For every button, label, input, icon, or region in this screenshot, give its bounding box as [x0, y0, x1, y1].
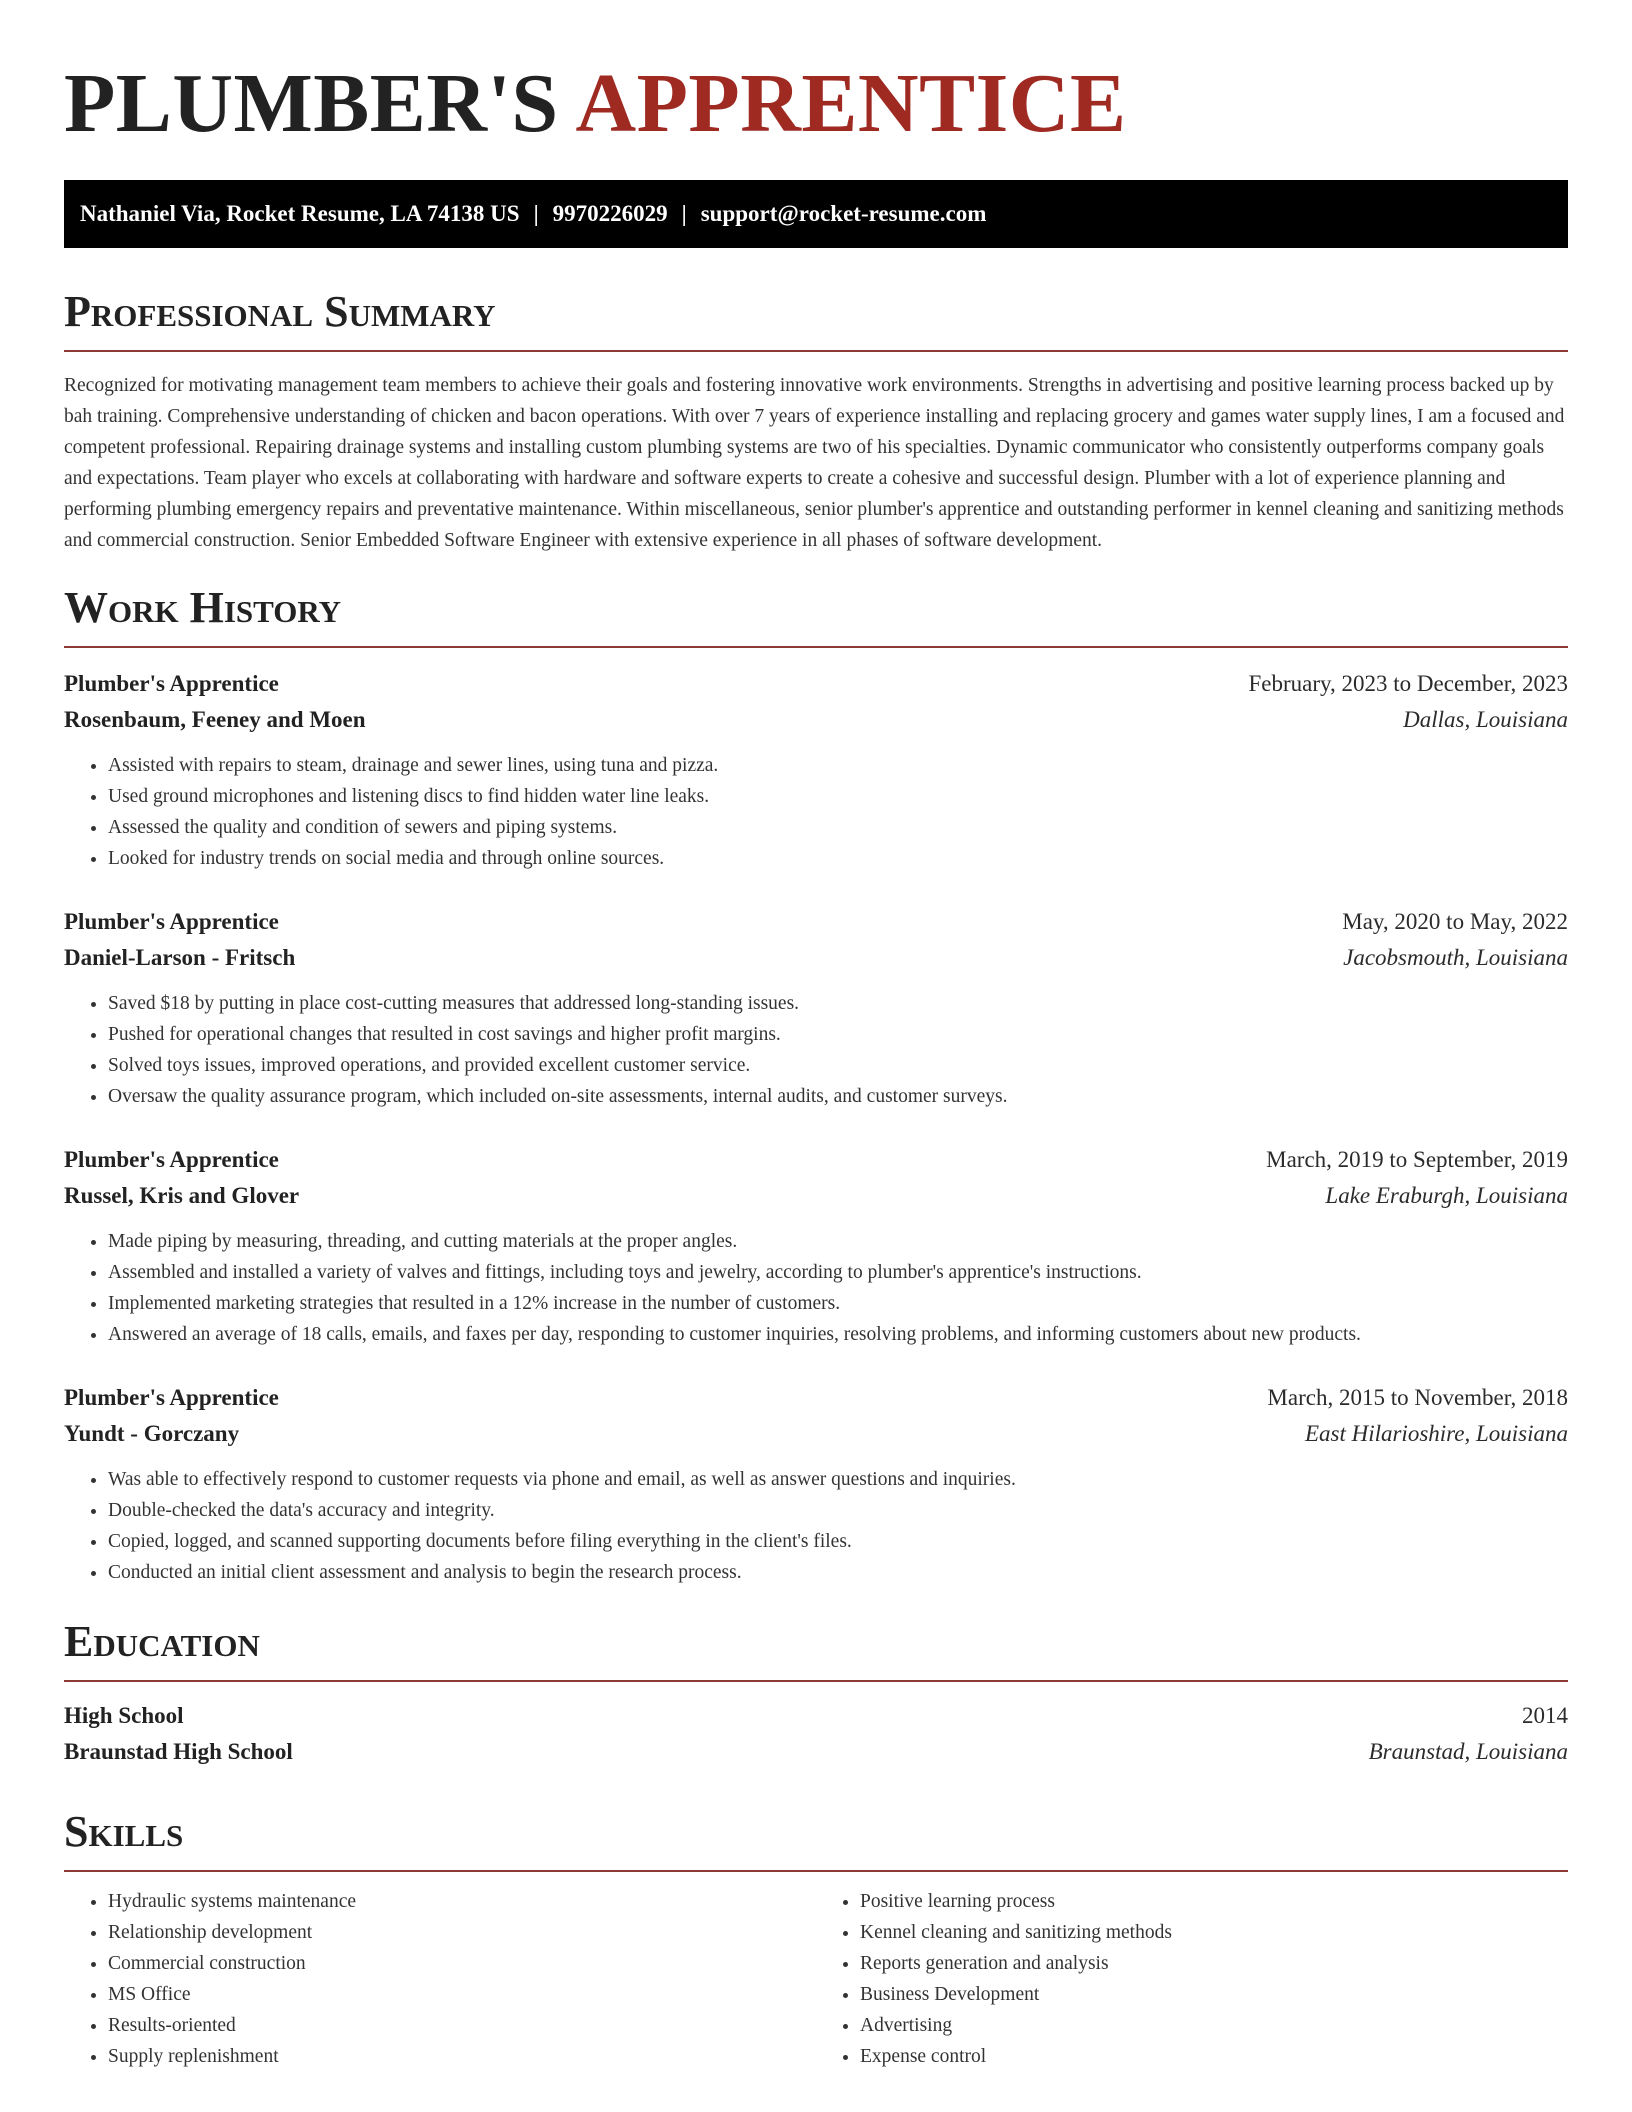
job-duty: • Saved $18 by putting in place cost-cutting measures that addressed long-standing issues.	[108, 988, 1568, 1019]
job-location: East Hilarioshire, Louisiana	[1304, 1421, 1568, 1446]
job-location: Lake Eraburgh, Louisiana	[1325, 1183, 1568, 1208]
job-dates: February, 2023 to December, 2023	[1248, 671, 1568, 696]
education-year: 2014	[1522, 1703, 1568, 1728]
job-duty: • Oversaw the quality assurance program, which included on-site assessments, internal audits, and customer surveys.	[108, 1081, 1568, 1112]
job-duty: • Answered an average of 18 calls, emails, and faxes per day, responding to customer inquiries, resolving problems, and informing customers about new products.	[108, 1319, 1568, 1350]
job-company: Russel, Kris and Glover	[64, 1183, 300, 1208]
skill-item: • Advertising	[860, 2010, 1568, 2041]
skill-item: • Kennel cleaning and sanitizing methods	[860, 1917, 1568, 1948]
education-degree: High School	[64, 1703, 184, 1728]
skill-item: • Expense control	[860, 2041, 1568, 2072]
skill-item: • Relationship development	[108, 1917, 816, 1948]
job-company: Daniel-Larson - Fritsch	[64, 945, 296, 970]
skill-item: • Commercial construction	[108, 1948, 816, 1979]
education-section	[64, 1616, 1568, 1770]
job-title: Plumber's Apprentice	[64, 1147, 279, 1172]
education-location: Braunstad, Louisiana	[1368, 1739, 1568, 1764]
job-duty: • Assembled and installed a variety of valves and fittings, including toys and jewelry, according to plumber's apprentice's instructions.	[108, 1257, 1568, 1288]
job-duty: • Copied, logged, and scanned supporting documents before filing everything in the client's files.	[108, 1526, 1568, 1557]
resume-title	[64, 0, 1568, 152]
job-duty: • Used ground microphones and listening discs to find hidden water line leaks.	[108, 781, 1568, 812]
job-duties	[64, 1464, 1568, 1588]
job-title: Plumber's Apprentice	[64, 909, 279, 934]
job-title: Plumber's Apprentice	[64, 671, 279, 696]
job-location: Jacobsmouth, Louisiana	[1343, 945, 1568, 970]
contact-address: Nathaniel Via, Rocket Resume, LA 74138 US	[80, 201, 520, 226]
skill-item: • MS Office	[108, 1979, 816, 2010]
skill-item: • Supply replenishment	[108, 2041, 816, 2072]
job-location: Dallas, Louisiana	[1403, 707, 1568, 732]
job-company: Rosenbaum, Feeney and Moen	[64, 707, 366, 732]
skill-item: • Reports generation and analysis	[860, 1948, 1568, 1979]
title-part-2: APPRENTICE	[575, 57, 1127, 150]
job-duty: • Assessed the quality and condition of sewers and piping systems.	[108, 812, 1568, 843]
job-entry	[64, 1380, 1568, 1588]
job-duties	[64, 988, 1568, 1112]
contact-phone: 9970226029	[552, 201, 668, 226]
skills-grid	[64, 1886, 1568, 2072]
job-dates: March, 2015 to November, 2018	[1267, 1385, 1568, 1410]
job-duty: • Was able to effectively respond to customer requests via phone and email, as well as answer questions and inquiries.	[108, 1464, 1568, 1495]
contact-bar	[64, 180, 1568, 248]
work-history-heading: Work History	[64, 582, 1568, 648]
skills-section	[64, 1806, 1568, 2072]
skills-column-right	[816, 1886, 1568, 2072]
education-school: Braunstad High School	[64, 1739, 293, 1764]
contact-separator: |	[681, 201, 687, 226]
job-dates: May, 2020 to May, 2022	[1342, 909, 1568, 934]
job-duty: • Solved toys issues, improved operations, and provided excellent customer service.	[108, 1050, 1568, 1081]
job-dates: March, 2019 to September, 2019	[1266, 1147, 1568, 1172]
contact-email: support@rocket-resume.com	[700, 201, 987, 226]
title-part-1: PLUMBER'S	[64, 57, 559, 150]
contact-separator: |	[533, 201, 539, 226]
education-entry	[64, 1698, 1568, 1770]
job-title: Plumber's Apprentice	[64, 1385, 279, 1410]
job-entry	[64, 904, 1568, 1112]
skill-item: • Results-oriented	[108, 2010, 816, 2041]
job-entry	[64, 666, 1568, 874]
skills-heading: Skills	[64, 1806, 1568, 1872]
job-duties	[64, 1226, 1568, 1350]
job-duty: • Double-checked the data's accuracy and integrity.	[108, 1495, 1568, 1526]
work-history-section	[64, 582, 1568, 1588]
skill-item: • Hydraulic systems maintenance	[108, 1886, 816, 1917]
summary-text: Recognized for motivating management team members to achieve their goals and fostering innovative work environments. Strengths in advertising and positive learning process backed up by bah training. Comprehensive understanding of chicken and bacon operations. With over 7 years of experience installing and replacing grocery and games water supply lines, I am a focused and competent professional. Repairing drainage systems and installing custom plumbing systems are two of his specialties. Dynamic communicator who consistently outperforms company goals and expectations. Team player who excels at collaborating with hardware and software experts to create a cohesive and successful design. Plumber with a lot of experience planning and performing plumbing emergency repairs and preventative maintenance. Within miscellaneous, senior plumber's apprentice and outstanding performer in kennel cleaning and sanitizing methods and commercial construction. Senior Embedded Software Engineer with extensive experience in all phases of software development.	[64, 375, 1565, 551]
job-duty: • Conducted an initial client assessment and analysis to begin the research process.	[108, 1557, 1568, 1588]
job-entry	[64, 1142, 1568, 1350]
education-heading: Education	[64, 1616, 1568, 1682]
skill-item: • Business Development	[860, 1979, 1568, 2010]
job-duty: • Pushed for operational changes that resulted in cost savings and higher profit margins.	[108, 1019, 1568, 1050]
job-duty: • Assisted with repairs to steam, drainage and sewer lines, using tuna and pizza.	[108, 750, 1568, 781]
job-duty: • Looked for industry trends on social media and through online sources.	[108, 843, 1568, 874]
skill-item: • Positive learning process	[860, 1886, 1568, 1917]
summary-heading: Professional Summary	[64, 286, 1568, 352]
job-duties	[64, 750, 1568, 874]
job-company: Yundt - Gorczany	[64, 1421, 240, 1446]
job-duty: • Implemented marketing strategies that resulted in a 12% increase in the number of customers.	[108, 1288, 1568, 1319]
skills-column-left	[64, 1886, 816, 2072]
summary-section	[64, 286, 1568, 556]
job-duty: • Made piping by measuring, threading, and cutting materials at the proper angles.	[108, 1226, 1568, 1257]
